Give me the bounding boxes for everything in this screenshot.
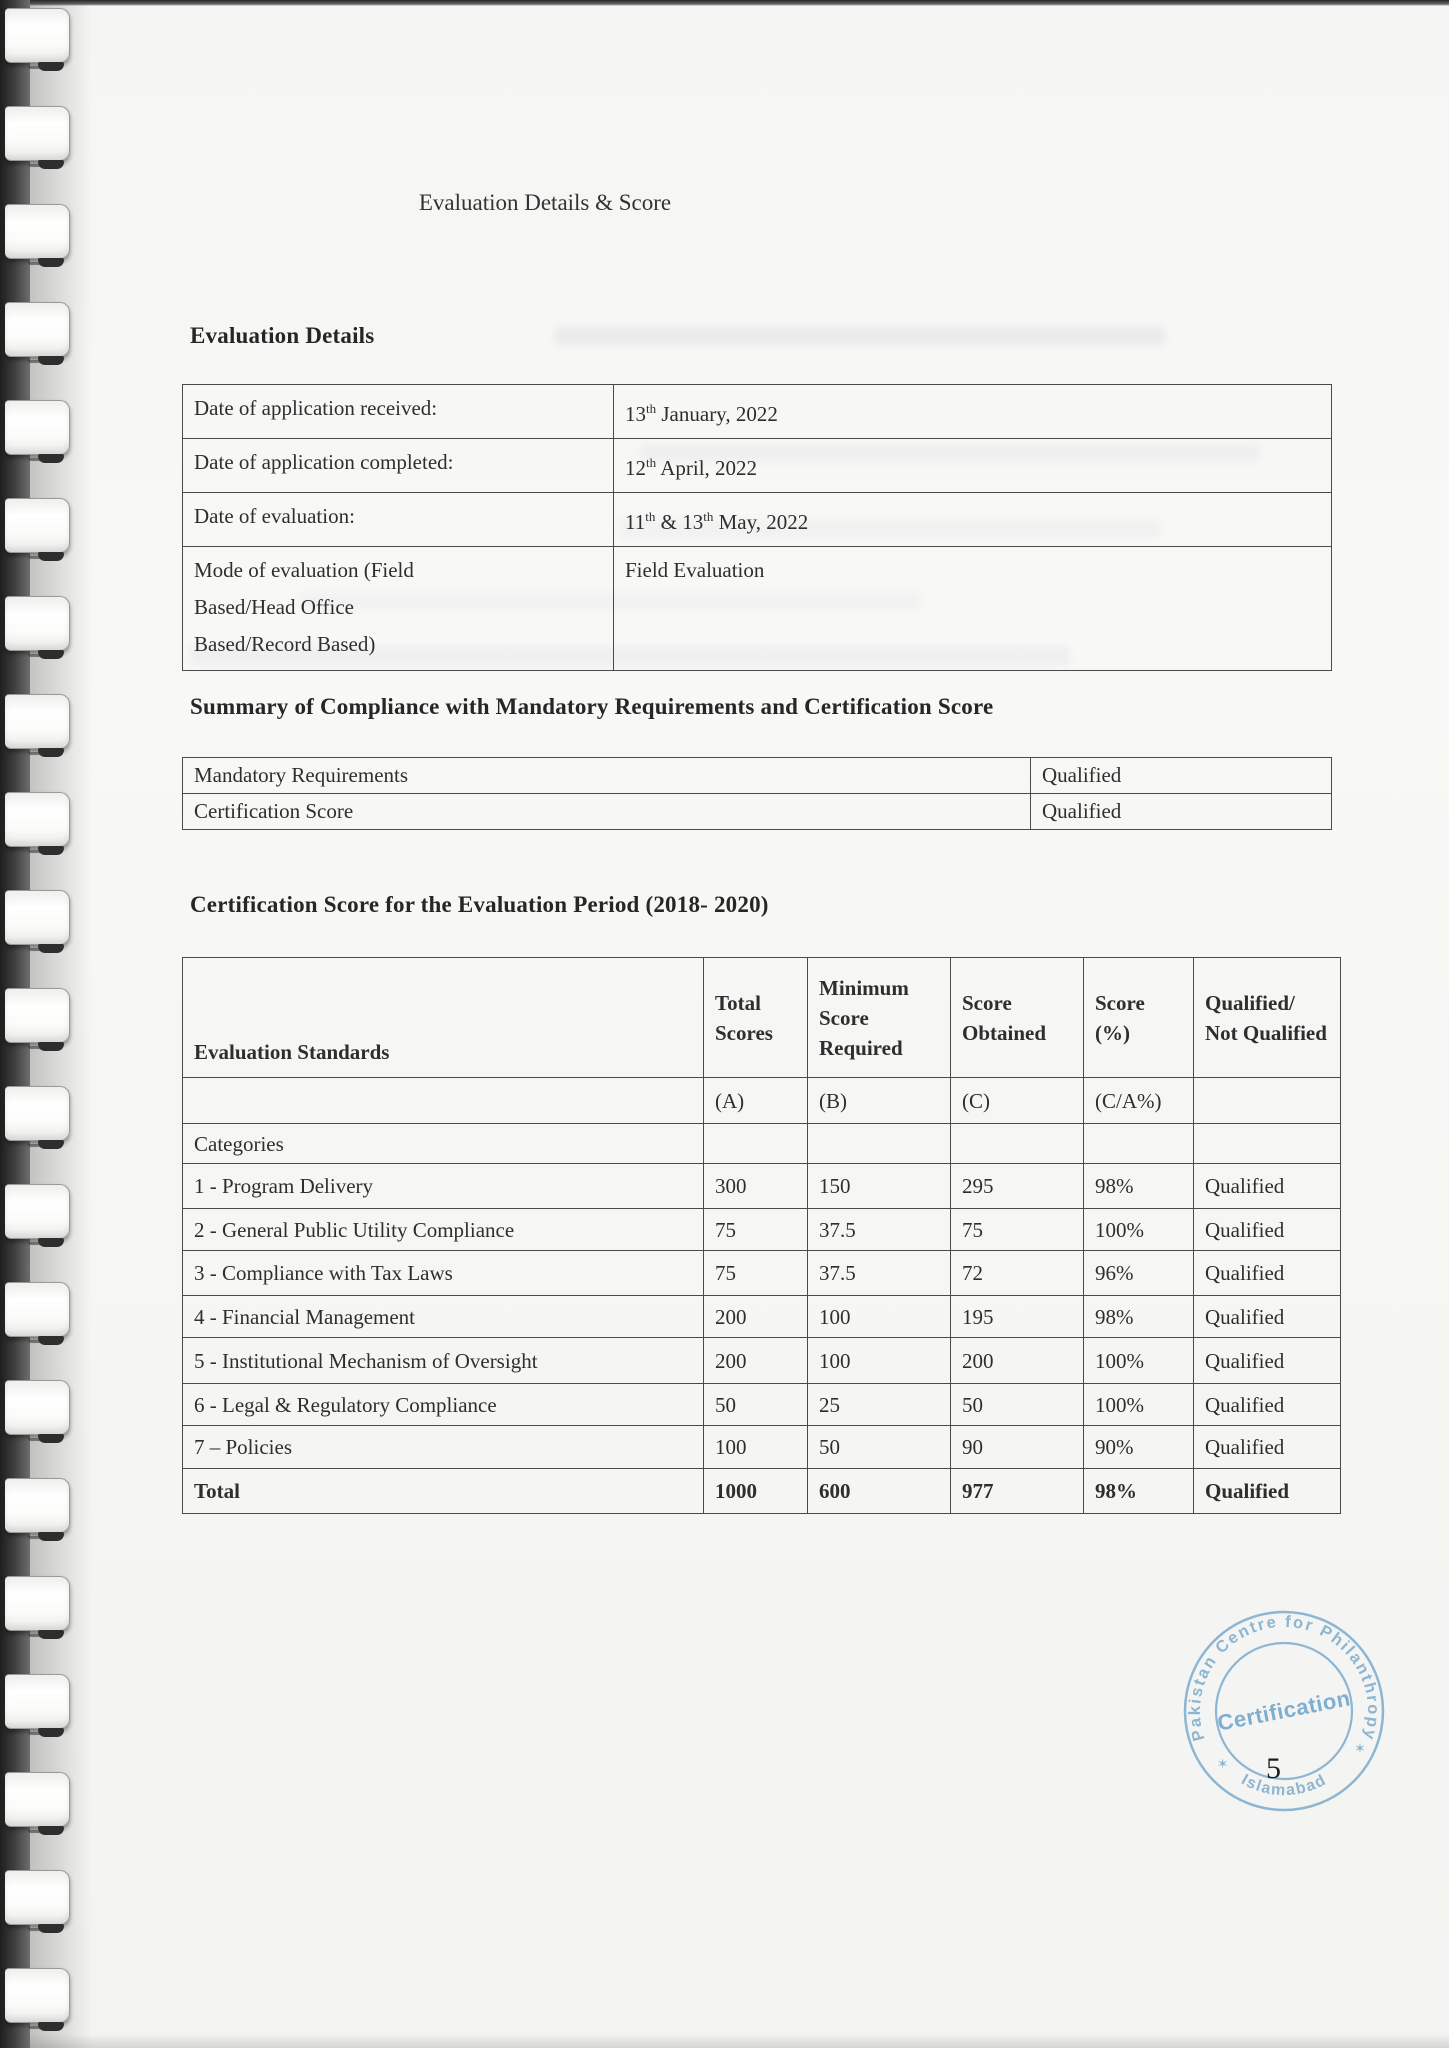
table-cell (951, 1124, 1084, 1164)
binding-tooth (5, 1184, 70, 1239)
table-row (183, 794, 1332, 830)
table-cell (808, 1124, 951, 1164)
table-cell-label: Date of application received: (183, 385, 614, 439)
table-cell-label: Mandatory Requirements (183, 758, 1031, 794)
table-cell: 37.5 (808, 1209, 951, 1251)
table-cell: 150 (808, 1164, 951, 1209)
table-cell: 98% (1084, 1469, 1194, 1514)
stamp-star-right-icon: ✶ (1354, 1741, 1366, 1757)
table-cell: 90% (1084, 1426, 1194, 1469)
table-row (183, 1124, 1341, 1164)
table-cell (183, 1078, 704, 1124)
scan-bottom-edge (0, 2034, 1449, 2048)
binding-tooth (5, 1478, 70, 1533)
stamp-star-left-icon: ✶ (1216, 1756, 1229, 1773)
evaluation-details-table (182, 384, 1332, 671)
table-cell: Qualified (1194, 1164, 1341, 1209)
table-cell-value: 11th & 13th May, 2022 (614, 493, 1332, 547)
binding-tooth (5, 1870, 70, 1925)
table-cell-label: Date of application completed: (183, 439, 614, 493)
table-cell: 2 - General Public Utility Compliance (183, 1209, 704, 1251)
table-cell: 100% (1084, 1338, 1194, 1384)
stamp-arc-bottom-text: Islamabad (1238, 1771, 1330, 1800)
table-cell: Qualified (1194, 1469, 1341, 1514)
column-header: Minimum Score Required (808, 958, 951, 1078)
binding-tooth (5, 1282, 70, 1337)
certification-stamp (1169, 1596, 1399, 1826)
binding-tooth (5, 890, 70, 945)
table-cell (1194, 1078, 1341, 1124)
table-row (183, 439, 1332, 493)
table-row (183, 385, 1332, 439)
table-cell: 75 (704, 1251, 808, 1296)
table-cell: Qualified (1194, 1209, 1341, 1251)
table-cell: 50 (704, 1384, 808, 1426)
table-row (183, 547, 1332, 671)
binding-tooth (5, 1968, 70, 2023)
page-title: Evaluation Details & Score (418, 190, 672, 215)
table-cell: 75 (704, 1209, 808, 1251)
table-cell: 295 (951, 1164, 1084, 1209)
table-cell-value: Qualified (1031, 794, 1332, 830)
binding-tooth (5, 1380, 70, 1435)
table-cell: Qualified (1194, 1251, 1341, 1296)
table-cell: 200 (704, 1296, 808, 1338)
table-cell-label: Date of evaluation: (183, 493, 614, 547)
table-cell (1194, 1124, 1341, 1164)
table-cell: 96% (1084, 1251, 1194, 1296)
binding-tooth (5, 106, 70, 161)
binding-tooth (5, 1772, 70, 1827)
certification-score-table (182, 957, 1341, 1514)
scan-top-edge (0, 0, 1449, 6)
table-row (183, 1164, 1341, 1209)
table-cell: (B) (808, 1078, 951, 1124)
binding-tooth (5, 498, 70, 553)
table-cell: 200 (704, 1338, 808, 1384)
table-cell (1084, 1124, 1194, 1164)
table-header-row (183, 958, 1341, 1078)
column-header: Score Obtained (951, 958, 1084, 1078)
table-row (183, 1338, 1341, 1384)
column-header: Qualified/ Not Qualified (1194, 958, 1341, 1078)
binding-tooth (5, 1086, 70, 1141)
section-heading-evaluation-details: Evaluation Details (190, 323, 375, 348)
table-cell: (A) (704, 1078, 808, 1124)
table-cell: Total (183, 1469, 704, 1514)
table-cell: 195 (951, 1296, 1084, 1338)
table-cell: 5 - Institutional Mechanism of Oversight (183, 1338, 704, 1384)
table-cell: 100 (808, 1338, 951, 1384)
table-cell: 100% (1084, 1209, 1194, 1251)
table-cell: 37.5 (808, 1251, 951, 1296)
table-total-row (183, 1469, 1341, 1514)
table-cell: (C) (951, 1078, 1084, 1124)
table-cell: 600 (808, 1469, 951, 1514)
table-cell: 25 (808, 1384, 951, 1426)
table-cell: Qualified (1194, 1426, 1341, 1469)
table-row (183, 1296, 1341, 1338)
table-cell: 98% (1084, 1164, 1194, 1209)
binding-tooth (5, 1576, 70, 1631)
table-cell: 200 (951, 1338, 1084, 1384)
table-cell: 3 - Compliance with Tax Laws (183, 1251, 704, 1296)
section-heading-summary: Summary of Compliance with Mandatory Requirements and Certification Score (190, 694, 994, 719)
table-cell: Qualified (1194, 1338, 1341, 1384)
table-cell: 100 (704, 1426, 808, 1469)
page-number: 5 (1266, 1752, 1281, 1785)
table-cell: 100 (808, 1296, 951, 1338)
table-cell: 75 (951, 1209, 1084, 1251)
table-cell: 977 (951, 1469, 1084, 1514)
binding-tooth (5, 8, 70, 63)
column-header: Evaluation Standards (183, 958, 704, 1078)
column-header: Score (%) (1084, 958, 1194, 1078)
binding-tooth (5, 302, 70, 357)
section-heading-cert-score: Certification Score for the Evaluation Period (2018- 2020) (190, 892, 769, 917)
table-cell-label: Mode of evaluation (Field Based/Head Office Based/Record Based) (183, 547, 614, 671)
table-row (183, 1426, 1341, 1469)
table-cell: Categories (183, 1124, 704, 1164)
table-subheader-row (183, 1078, 1341, 1124)
table-cell-value: 12th April, 2022 (614, 439, 1332, 493)
table-cell-value: Field Evaluation (614, 547, 1332, 671)
table-cell: 4 - Financial Management (183, 1296, 704, 1338)
table-cell: Qualified (1194, 1296, 1341, 1338)
table-row (183, 758, 1332, 794)
summary-table (182, 757, 1332, 830)
table-cell: 98% (1084, 1296, 1194, 1338)
binding-tooth (5, 400, 70, 455)
table-cell: 50 (951, 1384, 1084, 1426)
table-cell: 1 - Program Delivery (183, 1164, 704, 1209)
binding-tooth (5, 792, 70, 847)
binding-tooth (5, 1674, 70, 1729)
stamp-center-label: Certification (1215, 1685, 1353, 1736)
table-row (183, 493, 1332, 547)
table-cell: 90 (951, 1426, 1084, 1469)
table-cell: (C/A%) (1084, 1078, 1194, 1124)
binding-tooth (5, 988, 70, 1043)
table-row (183, 1384, 1341, 1426)
table-cell-value: Qualified (1031, 758, 1332, 794)
table-cell: 100% (1084, 1384, 1194, 1426)
bleed-through-smudge (555, 326, 1165, 346)
table-cell (704, 1124, 808, 1164)
table-cell: 1000 (704, 1469, 808, 1514)
table-row (183, 1209, 1341, 1251)
column-header: Total Scores (704, 958, 808, 1078)
table-cell: 300 (704, 1164, 808, 1209)
table-cell-value: 13th January, 2022 (614, 385, 1332, 439)
table-cell: 50 (808, 1426, 951, 1469)
stamp-arc-top-text: Pakistan Centre for Philanthropy (1185, 1612, 1383, 1744)
table-cell-label: Certification Score (183, 794, 1031, 830)
table-row (183, 1251, 1341, 1296)
table-cell: 6 - Legal & Regulatory Compliance (183, 1384, 704, 1426)
binding-tooth (5, 596, 70, 651)
table-cell: Qualified (1194, 1384, 1341, 1426)
binding-tooth (5, 694, 70, 749)
table-cell: 72 (951, 1251, 1084, 1296)
table-cell: 7 – Policies (183, 1426, 704, 1469)
